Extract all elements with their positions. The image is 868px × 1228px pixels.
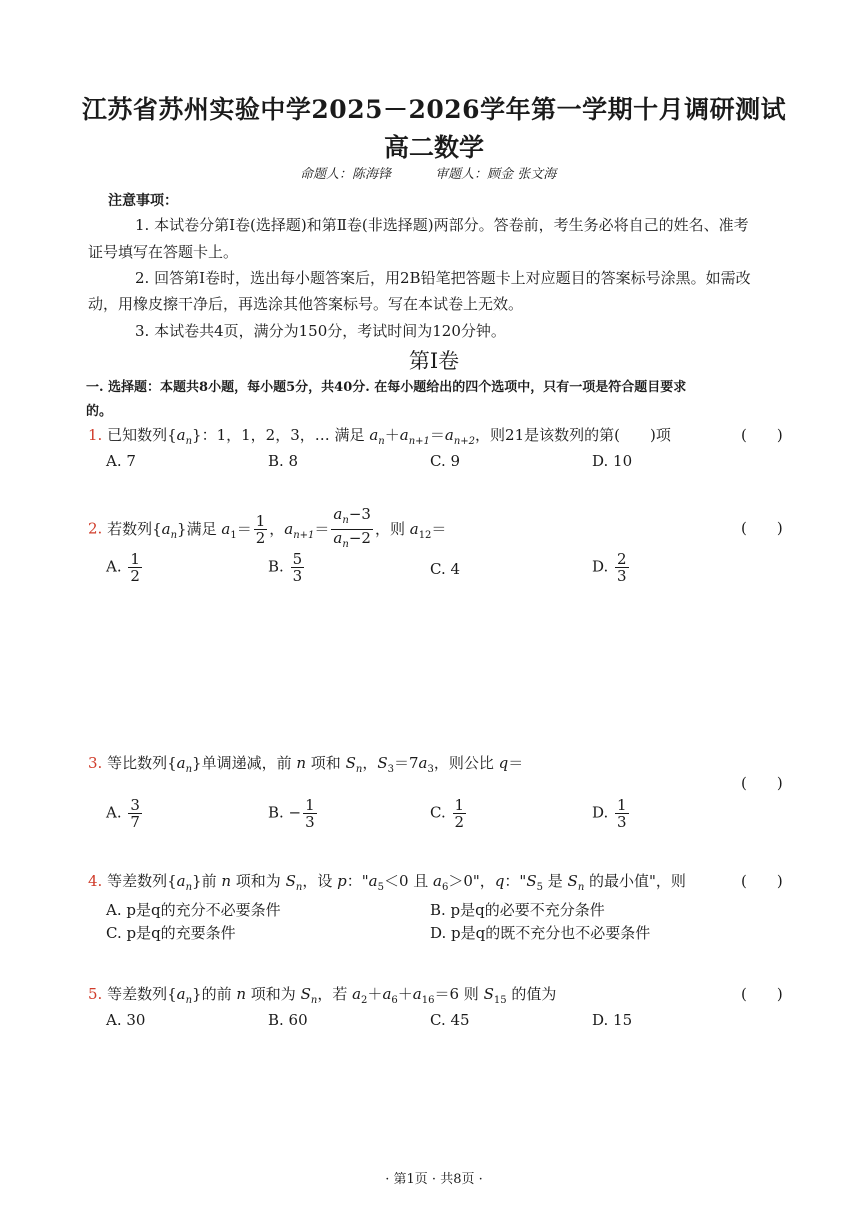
option-b: B. 8 [268,452,299,470]
question-number: 1. [88,426,103,444]
option-a: A. $\frac{3}{7}$ [106,796,140,831]
exam-title: 江苏省苏州实验中学2025－2026学年第一学期十月调研测试 [81,95,787,124]
notice-item-2-cont: 动，用橡皮擦干净后，再选涂其他答案标号。写在本试卷上无效。 [88,295,524,313]
page-footer: · 第1页 · 共8页 · [385,1172,483,1187]
notice-heading: 注意事项： [108,193,178,209]
option-b: B. p是q的必要不充分条件 [430,901,605,919]
question-text: 等比数列$\{a_n\}$单调递减，前 n 项和 $S_n$，$S_3=7a_3$，则公比 q＝ [107,754,524,775]
option-c: C. $\frac{1}{2}$ [430,796,465,831]
question-number: 4. [88,872,103,890]
question-text: 已知数列$\{a_n\}$：1，1，2，3，… 满足 $a_n+a_{n+1}=a_{n+2}$，则21是该数列的第( )项 [107,426,671,447]
notice-item-1-cont: 证号填写在答题卡上。 [88,243,239,261]
option-a: A. 30 [106,1011,146,1029]
option-d: D. 15 [592,1011,633,1029]
question-number: 2. [88,519,103,538]
option-d: D. 10 [592,452,633,470]
answer-bracket: ( ) [741,519,783,537]
question-5 [88,983,556,1006]
question-text: 若数列$\{a_n\}$满足 $a_1=$ $\frac{1}{2}$ ，$a_{n+1}=$ $\frac{a_n-3}{a_n-2}$ ，则 $a_{12}=$ [107,505,447,550]
option-d: D. $\frac{2}{3}$ [592,550,627,585]
section-heading: 一. 选择题：本题共8小题，每小题5分，共40分. 在每小题给出的四个选项中，只有一项是符合题目要求 [86,380,687,395]
notice-item-3: 3. 本试卷共4页，满分为150分，考试时间为120分钟。 [135,322,506,340]
section-heading-cont: 的。 [86,404,113,419]
option-c: C. p是q的充要条件 [106,924,236,942]
volume-title: 第Ⅰ卷 [408,349,460,373]
option-d: D. $\frac{1}{3}$ [592,796,627,831]
question-text: 等差数列$\{a_n\}$的前 n 项和为 $S_n$，若 $a_2+a_6+a_{16}=6$ 则 $S_{15}$ 的值为 [107,985,557,1006]
option-a: A. 7 [106,452,136,470]
question-text: 等差数列$\{a_n\}$前 n 项和为 $S_n$，设 p："$a_5<0$ 且 $a_6>0$"，q："$S_5$ 是 $S_n$ 的最小值"，则 [107,872,686,893]
notice-item-1: 1. 本试卷分第Ⅰ卷(选择题)和第Ⅱ卷(非选择题)两部分。答卷前，考生务必将自己的姓名、准考 [135,216,749,234]
question-4 [88,870,686,893]
option-a: A. $\frac{1}{2}$ [106,550,140,585]
answer-bracket: ( ) [741,774,783,792]
exam-subject: 高二数学 [383,133,484,162]
question-3 [88,752,523,775]
author: 命题人：陈海锋 [300,167,392,182]
option-c: C. 9 [430,452,461,470]
question-number: 3. [88,754,103,772]
notice-item-2: 2. 回答第Ⅰ卷时，选出每小题答案后，用2B铅笔把答题卡上对应题目的答案标号涂黑。如需改 [135,269,751,287]
answer-bracket: ( ) [741,872,783,890]
option-c: C. 4 [430,560,461,578]
answer-bracket: ( ) [741,985,783,1003]
option-b: B. − $\frac{1}{3}$ [268,796,315,831]
option-c: C. 45 [430,1011,470,1029]
question-1 [88,424,671,447]
reviewer: 审题人：顾金 张文海 [435,167,557,182]
option-d: D. p是q的既不充分也不必要条件 [430,924,651,942]
option-b: B. 60 [268,1011,308,1029]
option-a: A. p是q的充分不必要条件 [106,901,281,919]
answer-bracket: ( ) [741,426,783,444]
authors-line [300,163,596,182]
question-2 [88,506,446,553]
question-number: 5. [88,985,103,1003]
option-b: B. $\frac{5}{3}$ [268,550,303,585]
